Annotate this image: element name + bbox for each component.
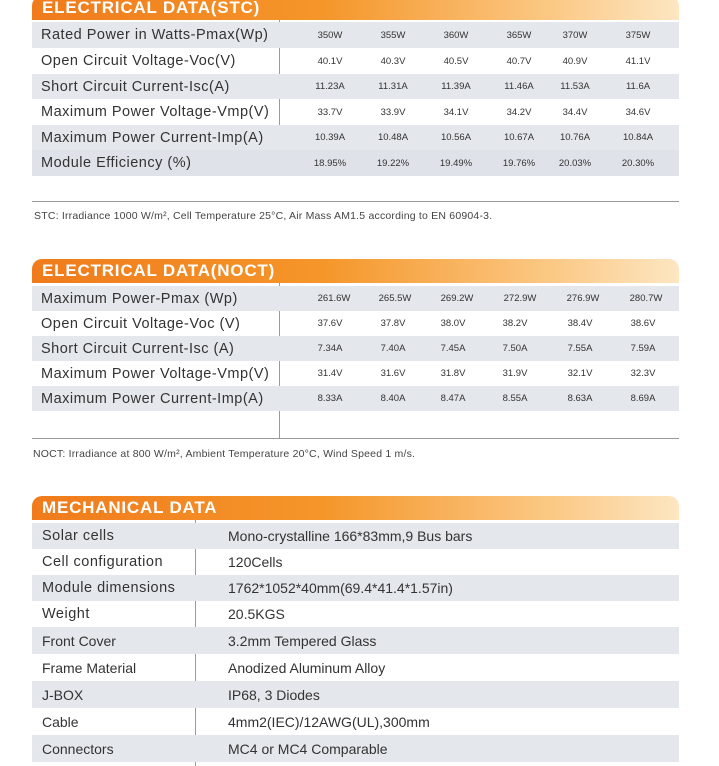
stc-value: 370W [562, 29, 588, 41]
stc-value: 11.53A [560, 81, 590, 92]
mechanical-row-value: 20.5KGS [228, 606, 285, 622]
stc-value: 355W [380, 29, 406, 41]
stc-value: 20.03% [558, 157, 592, 169]
stc-value: 11.6A [625, 81, 651, 92]
stc-value: 375W [625, 29, 651, 41]
stc-section [32, 0, 679, 176]
noct-value: 37.8V [380, 318, 406, 329]
stc-value: 34.6V [625, 106, 651, 118]
stc-value: 40.5V [443, 55, 469, 67]
noct-row-label: Open Circuit Voltage-Voc (V) [41, 315, 241, 332]
noct-row [32, 336, 679, 361]
stc-value: 34.2V [506, 106, 532, 118]
mechanical-row-value: 3.2mm Tempered Glass [228, 632, 377, 649]
noct-value: 7.45A [440, 343, 466, 354]
stc-row-label: Module Efficiency (%) [41, 155, 192, 171]
stc-value: 20.30% [621, 157, 655, 169]
noct-separator [32, 438, 679, 439]
mechanical-row [32, 601, 679, 627]
mechanical-row [32, 549, 679, 575]
noct-title: ELECTRICAL DATA(NOCT) [32, 259, 679, 283]
noct-value: 8.69A [630, 393, 656, 404]
stc-value: 33.9V [380, 106, 406, 118]
noct-value: 269.2W [440, 293, 474, 304]
stc-value: 19.76% [502, 157, 536, 169]
stc-row [32, 48, 679, 74]
noct-value: 32.3V [630, 368, 656, 379]
stc-value: 19.49% [439, 157, 473, 169]
stc-value: 19.22% [376, 157, 410, 169]
stc-row-label: Maximum Power Voltage-Vmp(V) [41, 104, 270, 120]
stc-value: 350W [317, 29, 343, 41]
noct-row [32, 286, 679, 311]
mechanical-row [32, 523, 679, 549]
stc-value: 40.1V [317, 55, 343, 67]
noct-row-label: Maximum Power Current-Imp(A) [41, 390, 264, 407]
noct-value: 38.0V [440, 318, 466, 329]
mechanical-row [32, 708, 679, 735]
stc-separator [32, 201, 679, 202]
mechanical-row-value: MC4 or MC4 Comparable [228, 740, 388, 757]
stc-value: 11.31A [378, 81, 408, 92]
stc-value: 40.9V [562, 55, 588, 67]
noct-value: 38.6V [630, 318, 656, 329]
mechanical-row-value: Anodized Aluminum Alloy [228, 659, 386, 676]
noct-value: 265.5W [378, 293, 412, 304]
noct-value: 31.8V [440, 368, 466, 379]
noct-section [32, 259, 679, 439]
stc-row-label: Short Circuit Current-Isc(A) [41, 78, 230, 95]
stc-value: 11.39A [441, 81, 471, 92]
stc-value: 10.76A [559, 132, 591, 143]
noct-row [32, 311, 679, 336]
mechanical-row-label: Front Cover [42, 632, 116, 649]
stc-value: 40.3V [380, 55, 406, 67]
stc-row-label: Rated Power in Watts-Pmax(Wp) [41, 27, 269, 43]
stc-value: 40.7V [506, 55, 532, 67]
stc-value: 10.56A [440, 132, 472, 143]
noct-row-label: Maximum Power-Pmax (Wp) [41, 290, 238, 307]
noct-value: 38.4V [567, 318, 593, 329]
mechanical-section [32, 496, 679, 766]
noct-value: 8.33A [317, 393, 343, 404]
noct-row-label: Short Circuit Current-Isc (A) [41, 340, 235, 357]
noct-note: NOCT: Irradiance at 800 W/m², Ambient Temperature 20°C, Wind Speed 1 m/s. [33, 448, 416, 460]
mechanical-row-value: 1762*1052*40mm(69.4*41.4*1.57in) [228, 580, 453, 596]
stc-row [32, 150, 679, 176]
noct-value: 7.59A [630, 343, 656, 354]
noct-value: 7.55A [567, 343, 593, 354]
noct-row [32, 361, 679, 386]
mechanical-row-value: 120Cells [228, 554, 283, 570]
noct-value: 276.9W [566, 293, 600, 304]
mechanical-title: MECHANICAL DATA [32, 496, 679, 520]
noct-row [32, 386, 679, 411]
mechanical-row-value: 4mm2(IEC)/12AWG(UL),300mm [228, 713, 430, 730]
noct-value: 8.55A [502, 393, 528, 404]
mechanical-row [32, 681, 679, 708]
stc-note: STC: Irradiance 1000 W/m², Cell Temperature 25°C, Air Mass AM1.5 according to EN 60904-3. [34, 210, 493, 222]
stc-value: 11.46A [504, 81, 534, 92]
noct-value: 7.34A [317, 343, 343, 354]
noct-value: 31.9V [502, 368, 528, 379]
stc-value: 41.1V [625, 55, 651, 67]
noct-value: 7.40A [380, 343, 406, 354]
stc-row [32, 99, 679, 125]
stc-value: 11.23A [315, 81, 345, 92]
noct-row-label: Maximum Power Voltage-Vmp(V) [41, 365, 270, 382]
noct-value: 261.6W [317, 293, 351, 304]
stc-value: 365W [506, 29, 532, 41]
noct-value: 38.2V [502, 318, 528, 329]
stc-value: 10.67A [503, 132, 535, 143]
noct-value: 32.1V [567, 368, 593, 379]
noct-value: 37.6V [317, 318, 343, 329]
stc-value: 10.48A [377, 132, 409, 143]
noct-value: 272.9W [503, 293, 537, 304]
mechanical-row-label: Solar cells [42, 528, 115, 544]
mechanical-row-label: Weight [42, 606, 90, 622]
mechanical-row-label: Module dimensions [42, 580, 176, 596]
stc-title: ELECTRICAL DATA(STC) [32, 0, 679, 20]
mechanical-row [32, 627, 679, 654]
mechanical-row-label: Cable [42, 713, 79, 730]
stc-value: 10.39A [314, 132, 346, 143]
noct-value: 31.6V [380, 368, 406, 379]
mechanical-row [32, 735, 679, 762]
mechanical-row [32, 575, 679, 601]
stc-value: 360W [443, 29, 469, 41]
stc-row-label: Maximum Power Current-Imp(A) [41, 129, 264, 146]
stc-value: 34.1V [443, 106, 469, 118]
stc-value: 10.84A [622, 132, 654, 143]
noct-value: 31.4V [317, 368, 343, 379]
stc-value: 18.95% [313, 157, 347, 169]
mechanical-row [32, 654, 679, 681]
mechanical-row-value: Mono-crystalline 166*83mm,9 Bus bars [228, 528, 473, 544]
stc-value: 33.7V [317, 106, 343, 118]
stc-row [32, 22, 679, 48]
mechanical-row-value: IP68, 3 Diodes [228, 686, 320, 703]
stc-row-label: Open Circuit Voltage-Voc(V) [41, 53, 236, 69]
noct-value: 8.40A [380, 393, 406, 404]
noct-value: 7.50A [502, 343, 528, 354]
stc-value: 34.4V [562, 106, 588, 118]
mechanical-row-label: J-BOX [42, 686, 84, 703]
noct-value: 8.63A [567, 393, 593, 404]
stc-row [32, 74, 679, 99]
mechanical-row-label: Connectors [42, 740, 114, 757]
mechanical-row-label: Frame Material [42, 659, 137, 676]
noct-value: 8.47A [440, 393, 466, 404]
stc-row [32, 125, 679, 150]
noct-value: 280.7W [629, 293, 663, 304]
mechanical-row-label: Cell configuration [42, 554, 164, 570]
